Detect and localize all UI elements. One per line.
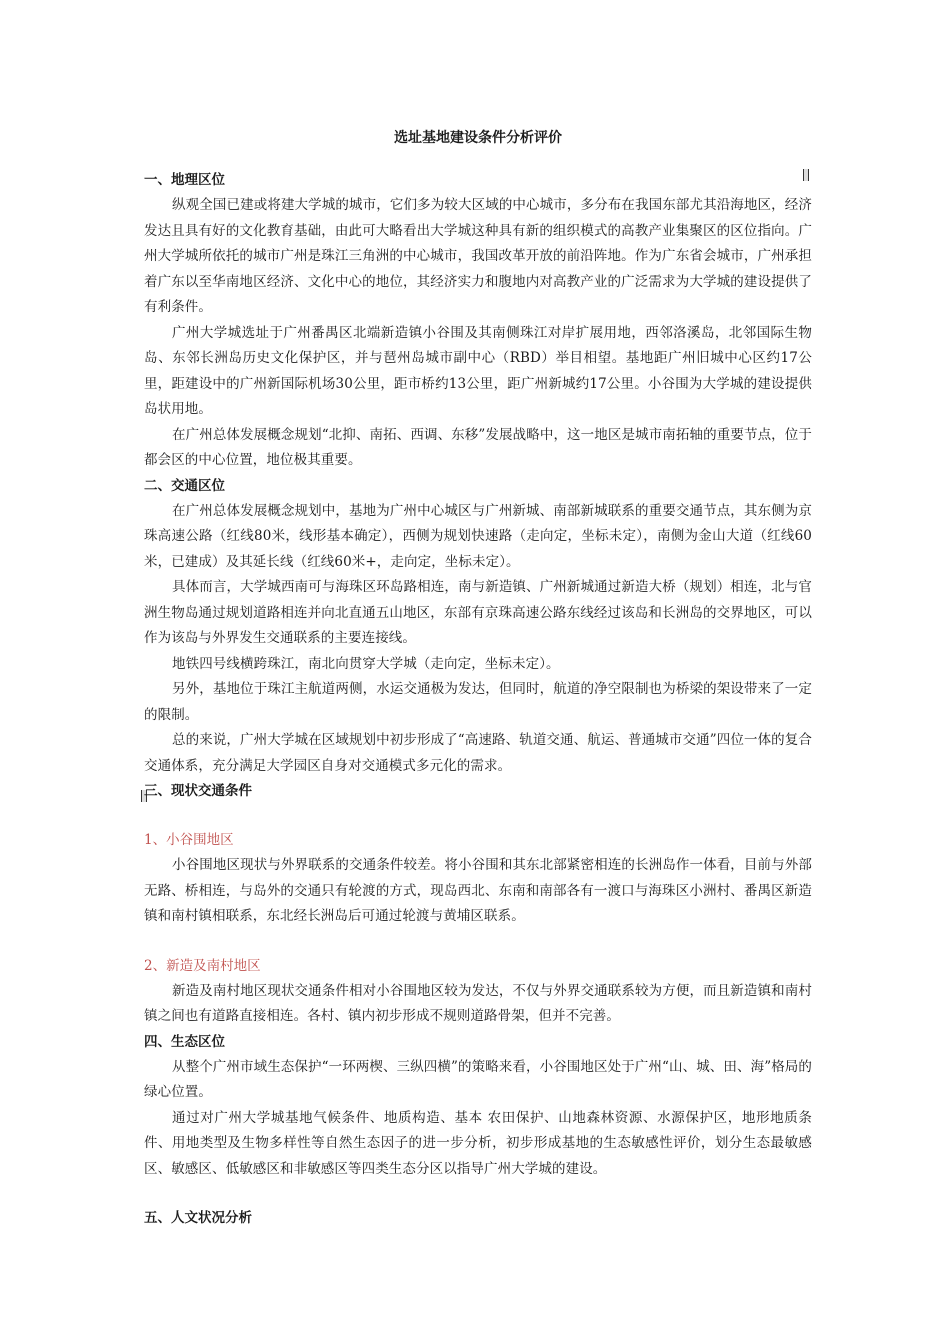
paragraph: 新造及南村地区现状交通条件相对小谷围地区较为发达，不仅与外界交通联系较为方便，而且新造镇和南村镇之间也有道路直接相连。各村、镇内初步形成不规则道路骨架，但并不完善。 — [144, 982, 812, 1024]
paragraph: 总的来说，广州大学城在区域规划中初步形成了“高速路、轨道交通、航运、普通城市交通”四位一体的复合交通体系，充分满足大学园区自身对交通模式多元化的需求。 — [144, 732, 812, 774]
paragraph: 具体而言，大学城西南可与海珠区环岛路相连，南与新造镇、广州新城通过新造大桥（规划）相连，北与官洲生物岛通过规划道路相连并向北直通五山地区，东部有京珠高速公路东线经过该岛和长洲岛的交界地区，可以作为该岛与外界发生交通联系的主要连接线。 — [144, 579, 812, 646]
section-heading-humanities: 五、人文状况分析 — [144, 1210, 252, 1226]
paragraph: 从整个广州市域生态保护“一环两楔、三纵四横”的策略来看，小谷围地区处于广州“山、城、田、海”格局的绿心位置。 — [144, 1058, 813, 1100]
section-heading-ecology: 四、生态区位 — [144, 1033, 225, 1050]
paragraph: 纵观全国已建或将建大学城的城市，它们多为较大区域的中心城市，多分布在我国东部尤其沿海地区，经济发达且具有好的文化教育基础，由此可大略看出大学城这种具有新的组织模式的高教产业集聚区的区位指向。广州大学城所依托的城市广州是珠江三角洲的中心城市，我国改革开放的前沿阵地。作为广东省会城市，广州承担着广东以至华南地区经济、文化中心的地位，其经济实力和腹地内对高教产业的广泛需求为大学城的建设提供了有利条件。 — [144, 197, 812, 315]
paragraph: 在广州总体发展概念规划“北抑、南拓、西调、东移”发展战略中，这一地区是城市南拓轴的重要节点，位于都会区的中心位置，地位极其重要。 — [144, 426, 812, 468]
paragraph: 在广州总体发展概念规划中，基地为广州中心城区与广州新城、南部新城联系的重要交通节点，其东侧为京珠高速公路（红线80米，线形基本确定），西侧为规划快速路（走向定，坐标未定），南侧为金山大道（红线60米，已建成）及其延长线（红线60米+，走向定，坐标未定）。 — [144, 502, 812, 570]
section-heading-current-traffic: 三、现状交通条件 — [144, 783, 252, 799]
paragraph: 通过对广州大学城基地气候条件、地质构造、基本 农田保护、山地森林资源、水源保护区，地形地质条件、用地类型及生物多样性等自然生态因子的进一步分析，初步形成基地的生态敏感性评价，划分生态最敏感区、敏感区、低敏感区和非敏感区等四类生态分区以指导广州大学城的建设。 — [144, 1109, 812, 1177]
section-heading-geography: 一、地理区位 — [144, 172, 225, 188]
section-heading-transport: 二、交通区位 — [144, 477, 225, 494]
paragraph: 小谷围地区现状与外界联系的交通条件较差。将小谷围和其东北部紧密相连的长洲岛作一体看，目前与外部无路、桥相连，与岛外的交通只有轮渡的方式，现岛西北、东南和南部各有一渡口与海珠区小洲村、番禺区新造镇和南村镇相联系，东北经长洲岛后可通过轮渡与黄埔区联系。 — [144, 857, 812, 924]
paragraph: 广州大学城选址于广州番禺区北端新造镇小谷围及其南侧珠江对岸扩展用地，西邻洛溪岛，北邻国际生物岛、东邻长洲岛历史文化保护区，并与琶州岛城市副中心（RBD）举目相望。基地距广州旧城中心区约17公里，距建设中的广州新国际机场30公里，距市桥约13公里，距广州新城约17公里。小谷围为大学城的建设提供岛状用地。 — [144, 324, 812, 417]
subsection-heading: 2、新造及南村地区 — [144, 957, 261, 974]
document-body — [144, 126, 812, 1231]
paragraph: 地铁四号线横跨珠江，南北向贯穿大学城（走向定，坐标未定）。 — [172, 655, 560, 672]
document-title: 选址基地建设条件分析评价 — [394, 130, 562, 146]
subsection-heading: 1、小谷围地区 — [144, 832, 234, 848]
paragraph: 另外，基地位于珠江主航道两侧，水运交通极为发达，但同时，航道的净空限制也为桥梁的架设带来了一定的限制。 — [144, 681, 812, 723]
